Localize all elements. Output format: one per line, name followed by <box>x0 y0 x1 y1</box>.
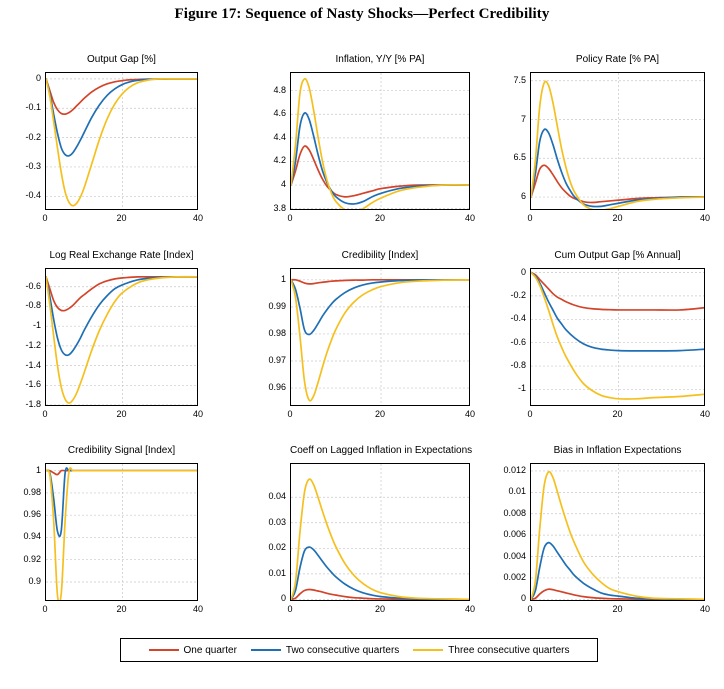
x-axis-tick-label: 40 <box>699 213 711 223</box>
y-axis-tick-label: -0.4 <box>25 190 41 201</box>
x-axis-tick-label: 40 <box>192 604 204 614</box>
y-axis-tick-label: 6 <box>520 191 526 202</box>
plot-area <box>45 268 198 406</box>
y-axis-tick-label: -0.2 <box>510 289 526 300</box>
chart-panel-title: Cum Output Gap [% Annual] <box>554 250 681 261</box>
chart-panel <box>485 445 710 623</box>
y-axis-tick-label: -0.2 <box>25 131 41 142</box>
y-axis-tick-label: 0.98 <box>268 327 286 338</box>
legend-line-swatch <box>413 649 443 651</box>
series-line <box>531 273 705 399</box>
chart-panel <box>0 445 203 623</box>
x-axis-tick-label: 20 <box>612 409 623 419</box>
x-axis-tick-label: 20 <box>374 409 386 419</box>
legend-label: One quarter <box>183 644 237 656</box>
x-axis-tick-label: 40 <box>699 604 711 614</box>
y-axis-tick-label: 0.96 <box>268 382 286 393</box>
y-axis-tick-label: -0.6 <box>25 280 41 291</box>
y-axis-tick-label: 0.98 <box>23 486 41 497</box>
chart-legend <box>120 638 598 662</box>
y-axis-tick-label: 4.4 <box>273 131 286 142</box>
y-axis-tick-label: -0.8 <box>25 300 41 311</box>
x-axis-tick-label: 0 <box>527 604 533 614</box>
y-axis-tick-label: -1.4 <box>25 359 41 370</box>
y-axis-tick-label: -1.8 <box>25 399 41 410</box>
y-axis-tick-label: 0.04 <box>268 491 286 502</box>
plot-area <box>290 463 470 601</box>
series-line <box>531 273 705 351</box>
chart-panel-title: Output Gap [%] <box>87 54 156 65</box>
x-axis-tick-label: 20 <box>374 604 386 614</box>
x-axis-tick-label: 40 <box>464 409 476 419</box>
y-axis-tick-label: 1 <box>280 273 286 284</box>
y-axis-tick-label: 0.004 <box>503 550 526 561</box>
series-line <box>46 277 198 355</box>
plot-area <box>45 72 198 210</box>
x-axis-tick-label: 40 <box>699 409 711 419</box>
y-axis-tick-label: 0.006 <box>503 529 526 540</box>
y-axis-tick-label: -0.4 <box>510 313 526 324</box>
y-axis-tick-label: -0.3 <box>25 160 41 171</box>
plot-area <box>45 463 198 601</box>
x-axis-tick-label: 0 <box>287 213 293 223</box>
chart-panel-title: Credibility Signal [Index] <box>67 445 176 456</box>
y-axis-tick-label: 0.97 <box>268 355 286 365</box>
x-axis-tick-label: 0 <box>42 409 48 419</box>
y-axis-tick-label: -1.2 <box>25 339 41 350</box>
y-axis-tick-label: 0.96 <box>23 509 41 520</box>
legend-line-swatch <box>251 649 281 651</box>
x-axis-tick-label: 0 <box>42 213 48 223</box>
legend-item <box>149 645 237 656</box>
y-axis-tick-label: 0.002 <box>503 571 526 582</box>
x-axis-tick-label: 20 <box>116 409 127 419</box>
chart-panel-title: Bias in Inflation Expectations <box>553 445 682 456</box>
x-axis-tick-label: 20 <box>116 213 127 223</box>
series-line <box>46 277 198 403</box>
legend-label: Three consecutive quarters <box>448 644 570 656</box>
x-axis-tick-label: 40 <box>464 604 476 614</box>
x-axis-tick-label: 0 <box>527 213 533 223</box>
y-axis-tick-label: -0.8 <box>510 360 526 371</box>
y-axis-tick-label: 1 <box>35 464 41 475</box>
plot-area <box>290 268 470 406</box>
series-line <box>46 79 198 206</box>
series-line <box>46 79 198 156</box>
chart-panel <box>485 54 710 232</box>
x-axis-tick-label: 40 <box>192 409 204 419</box>
x-axis-tick-label: 20 <box>612 604 623 614</box>
x-axis-tick-label: 20 <box>612 213 623 223</box>
y-axis-tick-label: 0.94 <box>23 531 41 542</box>
x-axis-tick-label: 0 <box>287 409 293 419</box>
y-axis-tick-label: -0.1 <box>25 102 41 113</box>
series-line <box>291 113 470 204</box>
plot-area <box>290 72 470 210</box>
series-line <box>46 468 198 601</box>
y-axis-tick-label: 0 <box>35 72 41 83</box>
y-axis-tick-label: 0.99 <box>268 300 286 311</box>
legend-label: Two consecutive quarters <box>285 644 400 656</box>
y-axis-tick-label: 0.02 <box>268 542 286 553</box>
x-axis-tick-label: 0 <box>287 604 293 614</box>
figure-title: Figure 17: Sequence of Nasty Shocks—Perfect Credibility <box>174 6 550 22</box>
y-axis-tick-label: 0 <box>280 593 286 604</box>
chart-panel-title: Coeff on Lagged Inflation in Expectations <box>290 445 473 456</box>
y-axis-tick-label: 3.8 <box>273 202 286 213</box>
plot-area <box>530 463 705 601</box>
y-axis-tick-label: 4.2 <box>273 155 286 166</box>
y-axis-tick-label: -1 <box>517 383 526 394</box>
y-axis-tick-label: -1.6 <box>25 379 41 390</box>
series-line <box>531 273 705 311</box>
y-axis-tick-label: 4.8 <box>273 84 286 95</box>
chart-panel-title: Log Real Exchange Rate [Index] <box>49 250 194 261</box>
y-axis-tick-label: 0 <box>520 593 526 604</box>
series-line <box>531 129 705 206</box>
chart-panel-title: Policy Rate [% PA] <box>575 54 660 65</box>
y-axis-tick-label: -0.6 <box>510 336 526 347</box>
chart-panel <box>245 250 475 428</box>
chart-panel-title: Inflation, Y/Y [% PA] <box>335 54 425 65</box>
x-axis-tick-label: 20 <box>116 604 127 614</box>
y-axis-tick-label: 0.008 <box>503 507 526 518</box>
y-axis-tick-label: -1 <box>32 320 41 331</box>
y-axis-tick-label: 6.5 <box>513 152 526 163</box>
x-axis-tick-label: 0 <box>527 409 533 419</box>
x-axis-tick-label: 40 <box>464 213 476 223</box>
chart-panel <box>0 54 203 232</box>
y-axis-tick-label: 0 <box>520 266 526 277</box>
chart-panel-title: Credibility [Index] <box>341 250 419 261</box>
x-axis-tick-label: 20 <box>374 213 386 223</box>
plot-area <box>530 72 705 210</box>
series-line <box>291 589 470 599</box>
y-axis-tick-label: 0.92 <box>23 553 41 564</box>
x-axis-tick-label: 40 <box>192 213 204 223</box>
series-line <box>291 280 470 401</box>
series-line <box>291 79 470 210</box>
plot-area <box>530 268 705 406</box>
series-line <box>531 81 705 210</box>
chart-panel <box>485 250 710 428</box>
y-axis-tick-label: 7 <box>520 113 526 124</box>
y-axis-tick-label: 0.03 <box>268 516 286 527</box>
chart-panel <box>245 54 475 232</box>
chart-panel <box>245 445 475 623</box>
y-axis-tick-label: 0.9 <box>28 575 41 586</box>
y-axis-tick-label: 4 <box>280 179 286 190</box>
series-line <box>531 589 705 599</box>
series-line <box>531 472 705 600</box>
legend-line-swatch <box>149 649 179 651</box>
y-axis-tick-label: 0.01 <box>268 567 286 578</box>
chart-panel <box>0 250 203 428</box>
y-axis-tick-label: 7.5 <box>513 74 526 85</box>
y-axis-tick-label: 4.6 <box>273 108 286 119</box>
legend-item <box>413 645 569 656</box>
y-axis-tick-label: 0.012 <box>503 464 526 475</box>
x-axis-tick-label: 0 <box>42 604 48 614</box>
legend-item <box>251 645 399 656</box>
y-axis-tick-label: 0.01 <box>508 486 526 497</box>
